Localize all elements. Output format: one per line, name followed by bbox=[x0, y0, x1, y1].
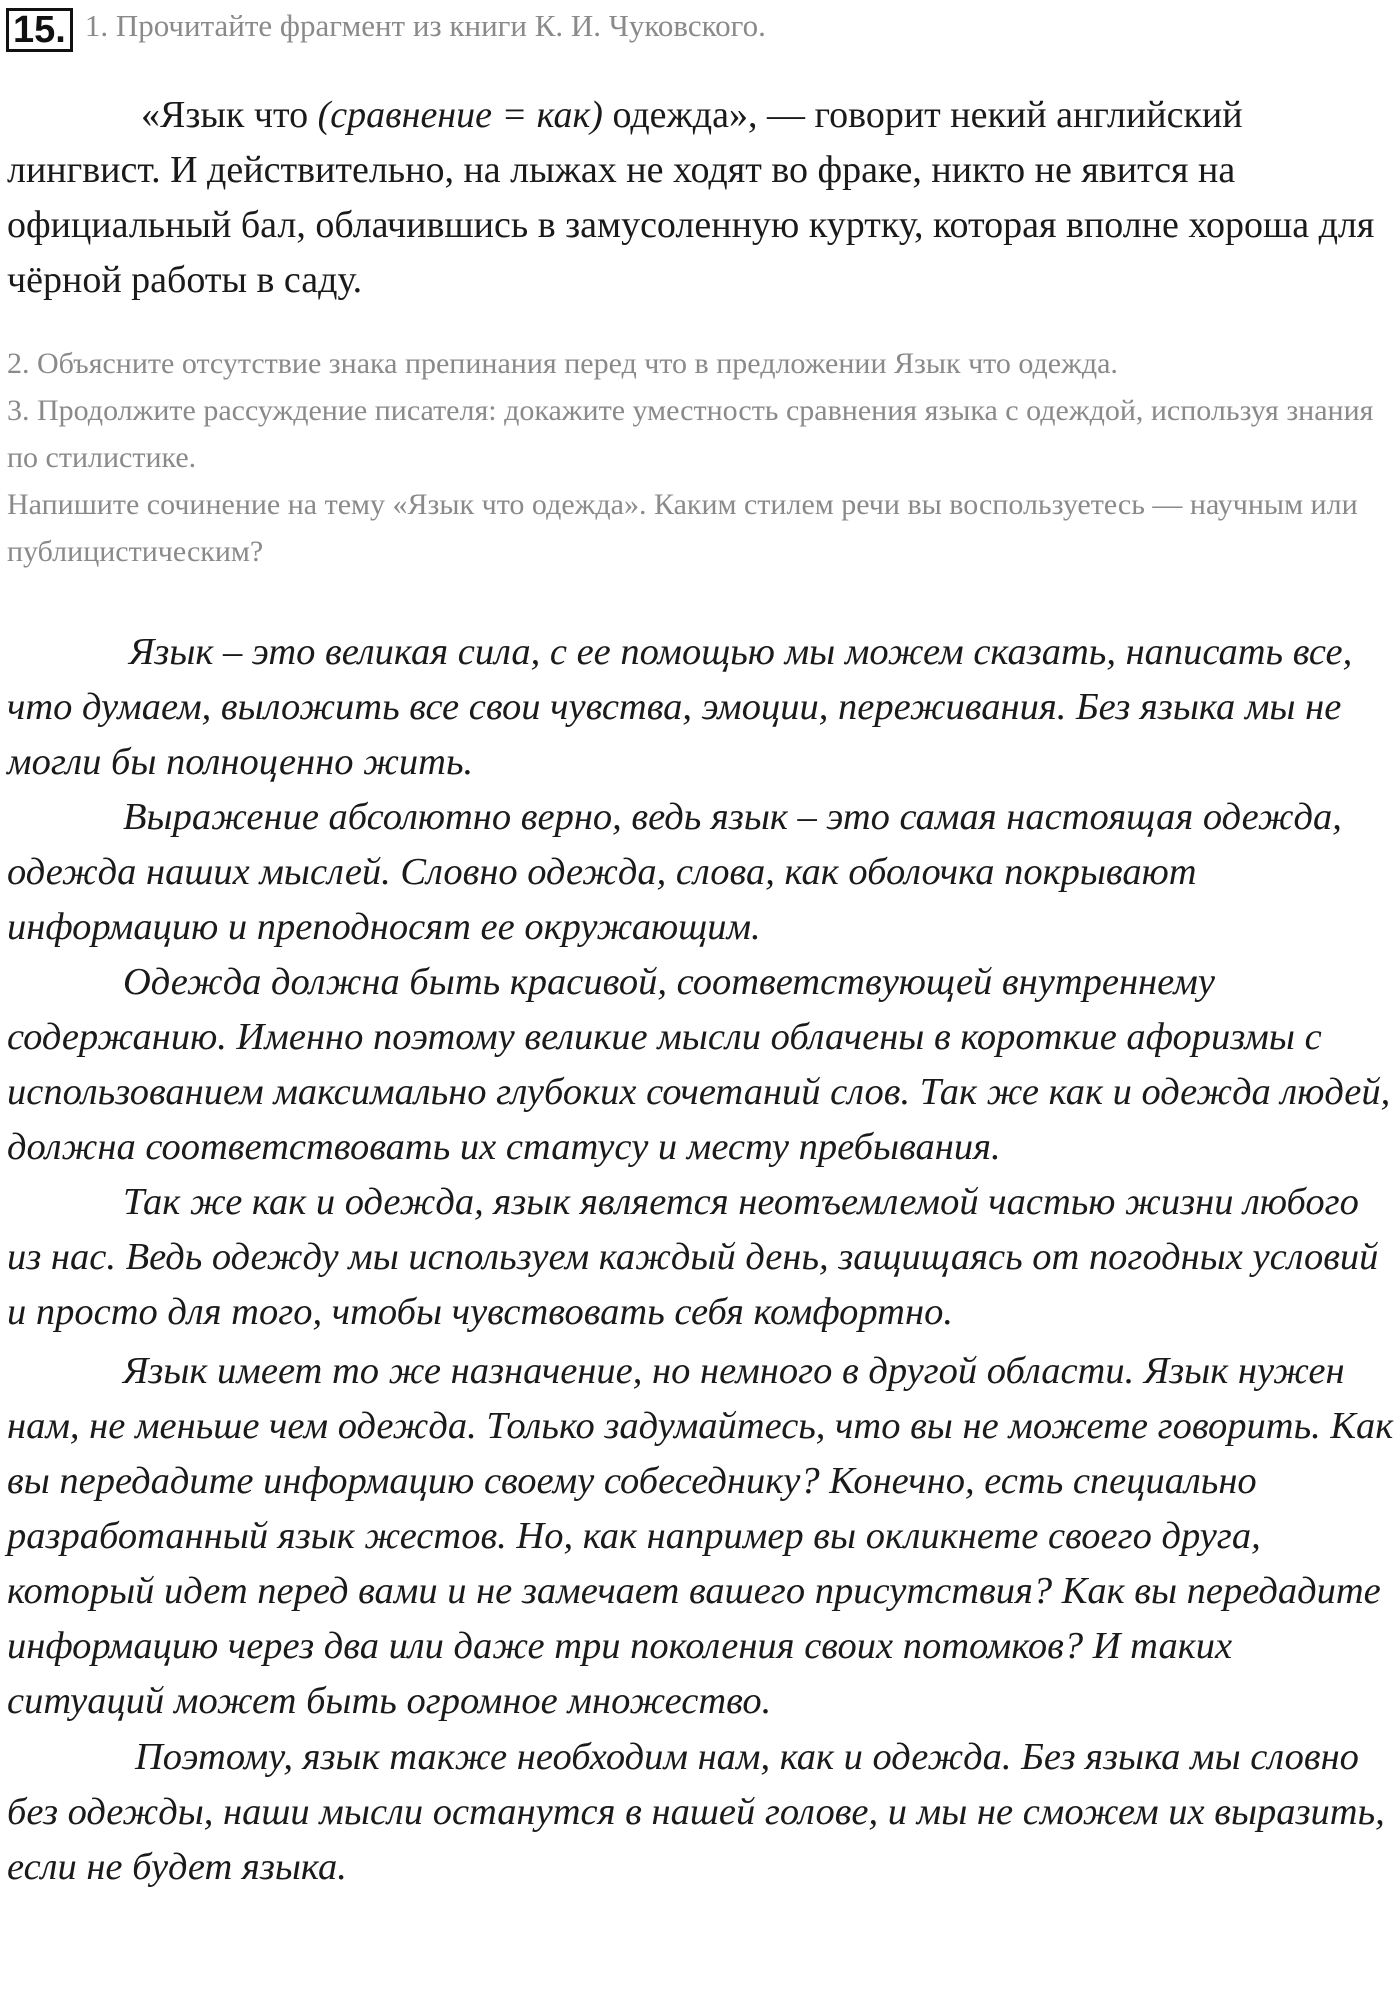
essay-paragraph-4: Так же как и одежда, язык является неотъемлемой частью жизни любого из нас. Ведь одежду мы используем каждый день, защищаясь от погодных условий и просто для того, чтобы чувствовать себя комфортно. bbox=[7, 1181, 1379, 1333]
quote-paragraph bbox=[7, 88, 1397, 308]
essay-paragraph-3: Одежда должна быть красивой, соответствующей внутреннему содержанию. Именно поэтому великие мысли облачены в короткие афоризмы с использованием максимально глубоких сочетаний слов. Так же как и одежда людей, должна соответствовать их статусу и месту пребывания. bbox=[7, 961, 1391, 1168]
essay-paragraph-1: Язык – это великая сила, с ее помощью мы можем сказать, написать все, что думаем, выложить все свои чувства, эмоции, переживания. Без языка мы не могли бы полноценно жить. bbox=[7, 631, 1353, 783]
question-2: 2. Объясните отсутствие знака препинания перед что в предложении Язык что одежда. bbox=[7, 347, 1118, 380]
essay-paragraph-6: Поэтому, язык также необходим нам, как и одежда. Без языка мы словно без одежды, наши мысли останутся в нашей голове, и мы не сможем их выразить, если не будет языка. bbox=[7, 1736, 1385, 1888]
task-header bbox=[6, 8, 766, 52]
essay-paragraph-5: Язык имеет то же назначение, но немного в другой области. Язык нужен нам, не меньше чем одежда. Только задумайтесь, что вы не можете говорить. Как вы передадите информацию своему собеседнику? Конечно, есть специально разработанный язык жестов. Но, как например вы окликнете своего друга, который идет перед вами и не замечает вашего присутствия? Как вы передадите информацию через два или даже три поколения своих потомков? И таких ситуаций может быть огромное множество. bbox=[7, 1350, 1394, 1722]
quote-text-rest: одежда», — говорит некий английский лингвист. И действительно, на лыжах не ходят во фраке, никто не явится на официальный бал, облачившись в замусоленную куртку, которая вполне хороша для чёрной работы в саду. bbox=[7, 94, 1375, 301]
quote-text-start: «Язык что bbox=[141, 94, 318, 136]
quote-parenthetical: (сравнение = как) bbox=[317, 94, 603, 136]
instruction-read-fragment: 1. Прочитайте фрагмент из книги К. И. Чуковского. bbox=[84, 8, 766, 43]
essay-paragraph-2: Выражение абсолютно верно, ведь язык – это самая настоящая одежда, одежда наших мыслей. Словно одежда, слова, как оболочка покрывают информацию и преподносят ее окружающим. bbox=[7, 796, 1342, 948]
essay-assignment: Напишите сочинение на тему «Язык что одежда». Каким стилем речи вы воспользуетесь — научным или публицистическим? bbox=[7, 488, 1358, 568]
task-questions bbox=[7, 340, 1397, 575]
question-3: 3. Продолжите рассуждение писателя: докажите уместность сравнения языка с одеждой, используя знания по стилистике. bbox=[7, 394, 1374, 474]
chukovsky-quote bbox=[7, 88, 1397, 308]
essay-answer bbox=[7, 625, 1397, 1895]
task-number-badge: 15. bbox=[6, 8, 73, 52]
